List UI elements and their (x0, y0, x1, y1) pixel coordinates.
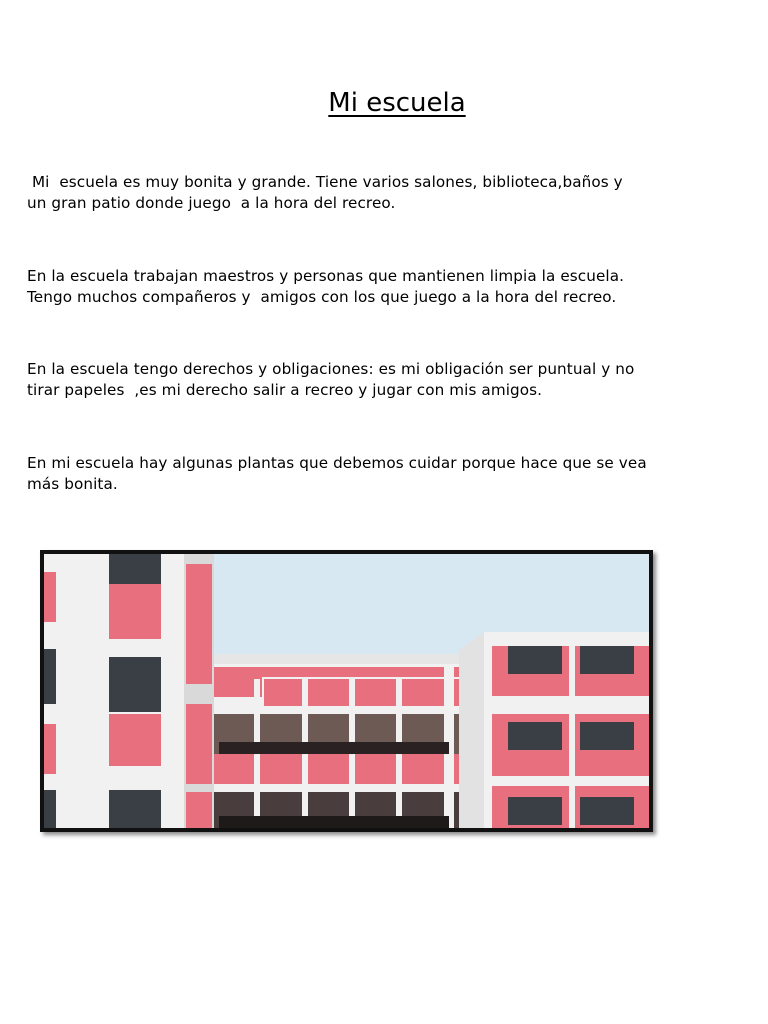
paragraph-2: En la escuela trabajan maestros y personas que mantienen limpia la escuela. Tengo muchos compañeros y amigos con los que juego a la hora del recreo. (27, 267, 625, 306)
left-tower (44, 554, 214, 828)
page-title (0, 86, 768, 120)
school-photo (40, 550, 653, 832)
school-building-illustration (44, 554, 649, 828)
page-title-text: Mi escuela (328, 88, 466, 118)
back-building (459, 632, 649, 828)
paragraph-3: En la escuela tengo derechos y obligaciones: es mi obligación ser puntual y no tirar papeles ,es mi derecho salir a recreo y jugar con mis amigos. (27, 360, 635, 399)
middle-building (209, 654, 459, 828)
paragraph-1: Mi escuela es muy bonita y grande. Tiene varios salones, biblioteca,baños y un gran patio donde juego a la hora del recreo. (27, 173, 623, 212)
paragraph-4: En mi escuela hay algunas plantas que debemos cuidar porque hace que se vea más bonita. (27, 454, 647, 493)
